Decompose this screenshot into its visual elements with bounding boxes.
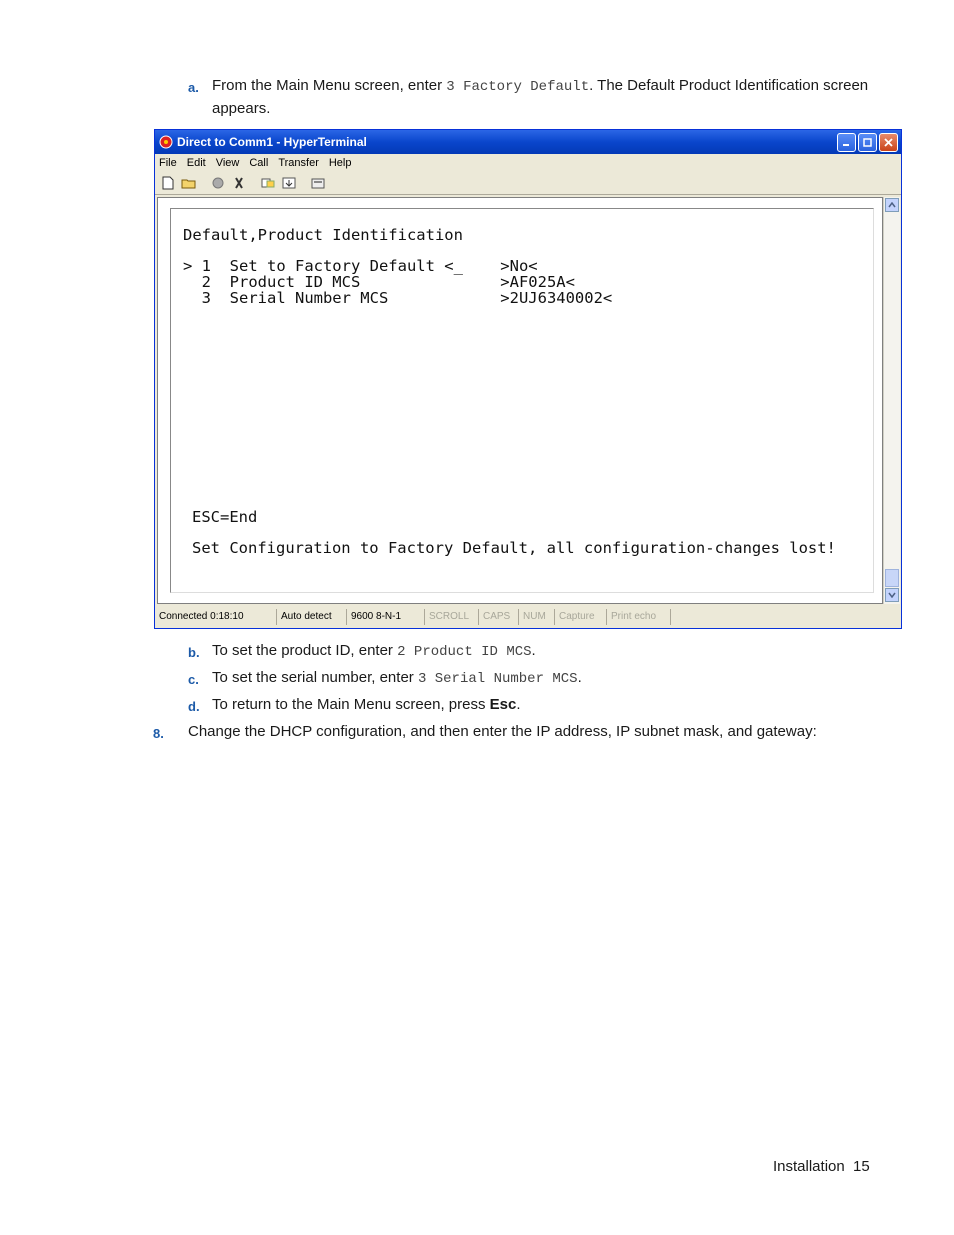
receive-file-icon[interactable] [281, 176, 297, 190]
footer-section: Installation [773, 1158, 845, 1175]
page-number: 15 [853, 1158, 870, 1175]
status-connected: Connected 0:18:10 [155, 609, 277, 625]
menu-call[interactable]: Call [249, 157, 269, 169]
close-button[interactable] [879, 133, 898, 152]
status-scroll: SCROLL [425, 609, 479, 625]
hyperterminal-app-icon [159, 135, 173, 149]
step-marker-8: 8. [153, 726, 164, 741]
terminal-row-3: 3 Serial Number MCS >2UJ6340002< [183, 289, 613, 307]
status-settings: 9600 8-N-1 [347, 609, 425, 625]
new-file-icon[interactable] [160, 176, 176, 190]
maximize-icon [863, 138, 872, 147]
status-bar [155, 607, 901, 627]
step-marker-c: c. [188, 672, 199, 687]
status-detect: Auto detect [277, 609, 347, 625]
step-marker-d: d. [188, 699, 200, 714]
scroll-thumb[interactable] [885, 569, 899, 587]
title-bar [155, 130, 901, 154]
terminal-esc-hint: ESC=End [192, 508, 258, 526]
terminal-warning: Set Configuration to Factory Default, all configuration-changes lost! [192, 539, 836, 557]
step-a-text: From the Main Menu screen, enter 3 Factory Default. The Default Product Identification screen appears. [212, 77, 869, 117]
menu-edit[interactable]: Edit [186, 157, 206, 169]
window-title: Direct to Comm1 - HyperTerminal [177, 135, 367, 149]
step-marker-a: a. [188, 80, 199, 95]
close-icon [884, 138, 893, 147]
command-code: 3 Factory Default [446, 79, 590, 95]
command-code: 2 Product ID MCS [397, 644, 532, 660]
step-8-text: Change the DHCP configuration, and then enter the IP address, IP subnet mask, and gateway: [188, 723, 817, 740]
chevron-down-icon [888, 592, 896, 598]
menu-help[interactable]: Help [328, 157, 352, 169]
step-marker-b: b. [188, 645, 200, 660]
open-folder-icon[interactable] [181, 176, 197, 190]
toolbar [155, 172, 901, 195]
menu-view[interactable]: View [215, 157, 240, 169]
terminal-row-2: 2 Product ID MCS >AF025A< [183, 273, 575, 291]
scroll-up-button[interactable] [885, 198, 899, 212]
status-num: NUM [519, 609, 555, 625]
properties-icon[interactable] [310, 176, 326, 190]
status-capture: Capture [555, 609, 607, 625]
chevron-up-icon [888, 202, 896, 208]
key-name: Esc [489, 696, 517, 713]
terminal-area[interactable] [157, 197, 883, 604]
connect-icon[interactable] [210, 176, 226, 190]
hyperterminal-window [154, 129, 902, 629]
step-c-text: To set the serial number, enter 3 Serial Number MCS. [212, 669, 582, 687]
maximize-button[interactable] [858, 133, 877, 152]
step-d-text: To return to the Main Menu screen, press Esc. [212, 696, 521, 713]
status-print-echo: Print echo [607, 609, 671, 625]
minimize-button[interactable] [837, 133, 856, 152]
send-file-icon[interactable] [260, 176, 276, 190]
minimize-icon [842, 138, 851, 147]
terminal-heading: Default,Product Identification [183, 226, 463, 244]
menu-transfer[interactable]: Transfer [278, 157, 319, 169]
scroll-down-button[interactable] [885, 588, 899, 602]
command-code: 3 Serial Number MCS [417, 671, 578, 687]
menu-bar [155, 154, 901, 172]
disconnect-icon[interactable] [231, 176, 247, 190]
vertical-scrollbar[interactable] [883, 197, 900, 604]
terminal-row-1: > 1 Set to Factory Default <_ >No< [183, 257, 538, 275]
menu-file[interactable]: File [159, 157, 177, 169]
step-b-text: To set the product ID, enter 2 Product ID MCS. [212, 642, 536, 660]
status-caps: CAPS [479, 609, 519, 625]
